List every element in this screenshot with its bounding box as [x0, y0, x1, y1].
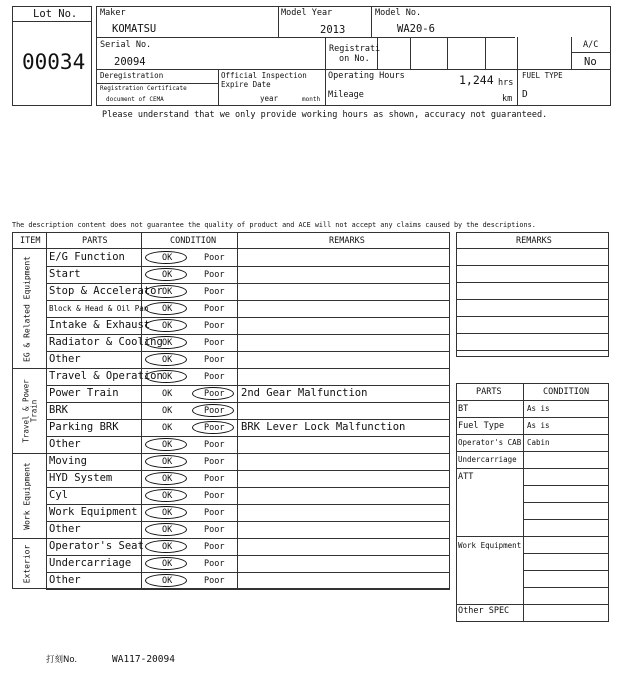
item-group-label: Work Equipment — [22, 461, 31, 530]
poor-option[interactable]: Poor — [204, 287, 225, 297]
disclaimer: The description content does not guarantee the quality of product and ACE will not accept any claims caused by the descriptions. — [12, 221, 536, 229]
poor-option[interactable]: Poor — [204, 559, 225, 569]
ok-option[interactable]: OK — [162, 508, 173, 518]
operating-hours-label: Operating Hours — [328, 71, 405, 81]
part-label: E/G Function — [49, 251, 125, 263]
part-label: Cyl — [49, 489, 68, 501]
ac-value: No — [584, 56, 597, 68]
registration-label-1: Registrati — [329, 44, 381, 54]
part-label: Block & Head & Oil Pan — [49, 304, 149, 313]
hrs-label: hrs — [498, 78, 514, 88]
ok-option[interactable]: OK — [162, 423, 173, 433]
remark-text: 2nd Gear Malfunction — [241, 387, 368, 399]
poor-option[interactable]: Poor — [204, 253, 225, 263]
ok-selected-circle — [145, 268, 187, 281]
spec-part: ATT — [458, 472, 474, 482]
spec-condition: Cabin — [527, 438, 550, 447]
year-label: year — [260, 94, 279, 103]
stamp-label: 打刻No. — [46, 655, 78, 665]
spec-part: BT — [458, 404, 469, 414]
part-label: Work Equipment — [49, 506, 138, 518]
mileage-label: Mileage — [328, 90, 364, 100]
item-group-label: Travel & Power Train — [21, 378, 39, 443]
month-label: month — [302, 96, 321, 103]
part-label: Stop & Accelerator — [49, 285, 163, 297]
maker-value: KOMATSU — [112, 23, 157, 35]
model-no-value: WA20-6 — [397, 23, 435, 35]
ok-option[interactable]: OK — [162, 457, 173, 467]
ok-option[interactable]: OK — [162, 559, 173, 569]
ok-selected-circle — [145, 336, 187, 349]
operating-hours-value: 1,244 — [459, 73, 494, 87]
remarks-header: REMARKS — [329, 236, 365, 246]
part-label: Intake & Exhaust — [49, 319, 151, 331]
condition-header: CONDITION — [170, 236, 217, 246]
right-parts-header: PARTS — [476, 387, 502, 397]
part-label: Other — [49, 353, 81, 365]
ok-option[interactable]: OK — [162, 355, 173, 365]
ok-option[interactable]: OK — [162, 253, 173, 263]
spec-condition: As is — [527, 421, 550, 430]
ok-selected-circle — [145, 506, 187, 519]
ok-selected-circle — [145, 540, 187, 553]
registration-certificate-label: Registration Certificate — [100, 85, 187, 92]
hours-notice: Please understand that we only provide working hours as shown, accuracy not guaranteed. — [102, 110, 548, 120]
poor-option[interactable]: Poor — [204, 355, 225, 365]
remark-text: BRK Lever Lock Malfunction — [241, 421, 406, 433]
poor-option[interactable]: Poor — [204, 270, 225, 280]
poor-option[interactable]: Poor — [204, 525, 225, 535]
parts-header: PARTS — [82, 236, 108, 246]
part-label: Other — [49, 438, 81, 450]
ok-option[interactable]: OK — [162, 440, 173, 450]
ok-option[interactable]: OK — [162, 389, 173, 399]
ok-selected-circle — [145, 489, 187, 502]
ok-option[interactable]: OK — [162, 406, 173, 416]
ok-option[interactable]: OK — [162, 542, 173, 552]
poor-selected-circle — [192, 387, 234, 400]
ok-option[interactable]: OK — [162, 576, 173, 586]
poor-option[interactable]: Poor — [204, 304, 225, 314]
ok-selected-circle — [145, 251, 187, 264]
ok-option[interactable]: OK — [162, 372, 173, 382]
ok-option[interactable]: OK — [162, 338, 173, 348]
ok-selected-circle — [145, 370, 187, 383]
model-no-label: Model No. — [375, 8, 422, 18]
spec-part: Undercarriage — [458, 455, 517, 464]
poor-option[interactable]: Poor — [204, 406, 225, 416]
ok-option[interactable]: OK — [162, 304, 173, 314]
part-label: Operator's Seat — [49, 540, 144, 552]
deregistration-label: Deregistration — [100, 71, 164, 80]
part-label: BRK — [49, 404, 68, 416]
spec-part: Fuel Type — [458, 421, 505, 431]
ac-label: A/C — [583, 40, 599, 50]
item-header: ITEM — [20, 236, 41, 246]
km-label: km — [502, 94, 513, 104]
other-spec-label: Other SPEC — [458, 606, 510, 616]
poor-option[interactable]: Poor — [204, 491, 225, 501]
spec-part: Operator's CAB — [458, 438, 522, 447]
ok-selected-circle — [145, 574, 187, 587]
cema-label: document of CEMA — [106, 96, 164, 103]
serial-value: 20094 — [114, 56, 146, 68]
fuel-type-value: D — [522, 89, 528, 100]
ok-selected-circle — [145, 455, 187, 468]
poor-option[interactable]: Poor — [204, 576, 225, 586]
work-equipment-label: Work Equipment — [458, 541, 522, 550]
lot-label: Lot No. — [33, 8, 78, 20]
part-label: Power Train — [49, 387, 119, 399]
ok-selected-circle — [145, 353, 187, 366]
ok-option[interactable]: OK — [162, 321, 173, 331]
part-label: Other — [49, 574, 81, 586]
poor-option[interactable]: Poor — [204, 457, 225, 467]
part-label: Travel & Operation — [49, 370, 163, 382]
model-year-value: 2013 — [320, 24, 346, 36]
ok-selected-circle — [145, 472, 187, 485]
serial-label: Serial No. — [100, 40, 152, 50]
poor-option[interactable]: Poor — [204, 423, 225, 433]
ok-selected-circle — [145, 557, 187, 570]
poor-option[interactable]: Poor — [204, 508, 225, 518]
poor-selected-circle — [192, 404, 234, 417]
poor-option[interactable]: Poor — [204, 321, 225, 331]
ok-selected-circle — [145, 523, 187, 536]
ok-option[interactable]: OK — [162, 287, 173, 297]
ok-option[interactable]: OK — [162, 474, 173, 484]
right-remarks-box — [456, 232, 609, 357]
ok-selected-circle — [145, 319, 187, 332]
spec-condition: As is — [527, 404, 550, 413]
part-label: Parking BRK — [49, 421, 119, 433]
model-year-label: Model Year — [281, 8, 333, 18]
poor-selected-circle — [192, 421, 234, 434]
part-label: Moving — [49, 455, 87, 467]
item-group-label: EG & Related Equipment — [22, 255, 31, 362]
ok-selected-circle — [145, 285, 187, 298]
registration-label-2: on No. — [339, 54, 370, 64]
ok-selected-circle — [145, 302, 187, 315]
stamp-number: WA117-20094 — [112, 654, 175, 665]
fuel-type-label: FUEL TYPE — [522, 71, 563, 80]
part-label: HYD System — [49, 472, 113, 484]
part-label: Radiator & Cooling — [49, 336, 163, 348]
poor-option[interactable]: Poor — [204, 338, 225, 348]
expire-date-label: Expire Date — [221, 80, 271, 89]
ok-option[interactable]: OK — [162, 525, 173, 535]
poor-option[interactable]: Poor — [204, 542, 225, 552]
right-condition-header: CONDITION — [543, 387, 590, 397]
official-inspection-label: Official Inspection — [221, 71, 307, 80]
right-remarks-header: REMARKS — [516, 236, 552, 246]
ok-selected-circle — [145, 438, 187, 451]
poor-option[interactable]: Poor — [204, 389, 225, 399]
part-label: Start — [49, 268, 81, 280]
part-label: Other — [49, 523, 81, 535]
item-group-label: Exterior — [22, 544, 31, 583]
poor-option[interactable]: Poor — [204, 372, 225, 382]
lot-number: 00034 — [22, 50, 86, 74]
poor-option[interactable]: Poor — [204, 474, 225, 484]
ok-option[interactable]: OK — [162, 270, 173, 280]
ok-option[interactable]: OK — [162, 491, 173, 501]
maker-label: Maker — [100, 8, 126, 18]
part-label: Undercarriage — [49, 557, 132, 569]
poor-option[interactable]: Poor — [204, 440, 225, 450]
